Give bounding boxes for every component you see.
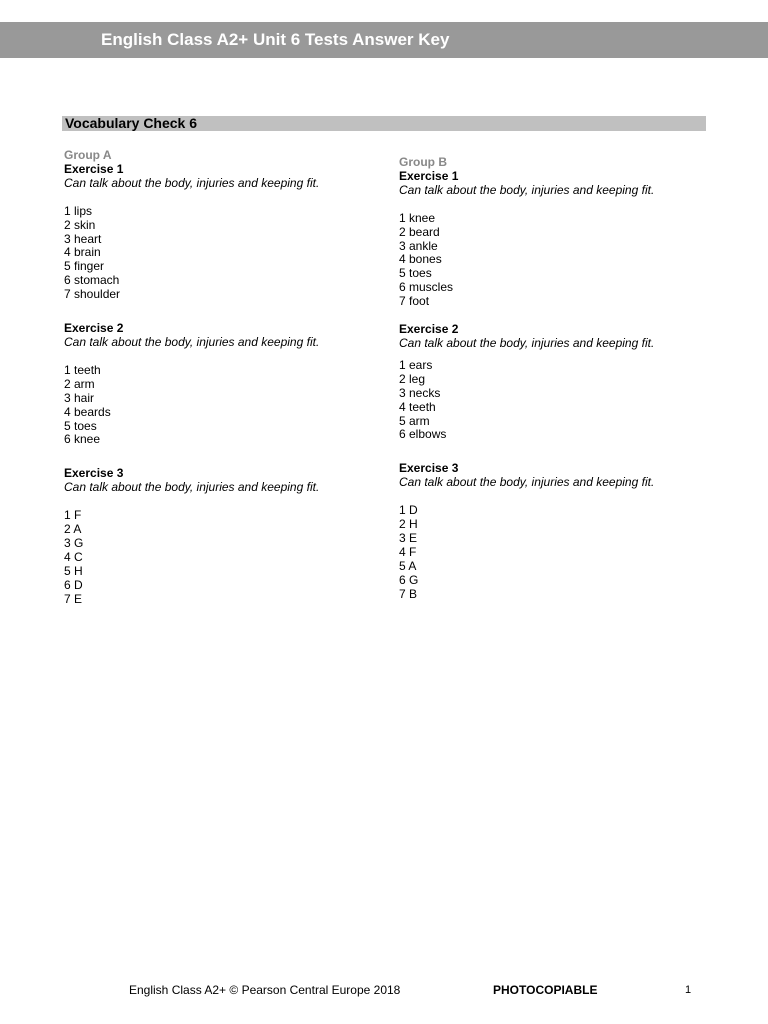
answer-item: 2 leg: [399, 371, 426, 386]
exercise-description: Can talk about the body, injuries and keeping fit.: [399, 182, 655, 197]
answer-list: [64, 509, 384, 606]
answer-item: 1 knee: [399, 210, 436, 225]
answer-item: 1 D: [399, 503, 418, 518]
answer-item: 7 foot: [399, 294, 430, 309]
answer-item: 5 toes: [64, 418, 97, 433]
answer-item: 4 F: [399, 544, 417, 559]
answer-item: 1 teeth: [64, 362, 101, 377]
answer-item: 2 H: [399, 517, 418, 532]
group-b-label: Group B: [399, 155, 447, 169]
section-title: Vocabulary Check 6: [65, 115, 198, 131]
group-a-column: [64, 149, 384, 606]
section-bar: [62, 116, 706, 131]
answer-item: 1 lips: [64, 203, 93, 218]
answer-item: 6 knee: [64, 432, 101, 447]
answer-item: 5 finger: [64, 259, 105, 274]
answer-item: 6 stomach: [64, 273, 120, 288]
answer-item: 2 skin: [64, 217, 96, 232]
group-a-exercise-2: [64, 322, 384, 447]
exercise-description: Can talk about the body, injuries and keeping fit.: [64, 334, 320, 349]
header-bar: [0, 22, 768, 58]
answer-item: 6 muscles: [399, 280, 454, 295]
exercise-title: Exercise 2: [64, 321, 124, 336]
exercise-title: Exercise 3: [399, 461, 459, 476]
answer-item: 4 teeth: [399, 399, 436, 414]
answer-item: 3 heart: [64, 231, 102, 246]
answer-item: 7 shoulder: [64, 287, 121, 302]
group-b-exercise-2: [399, 323, 719, 442]
page-title: English Class A2+ Unit 6 Tests Answer Key: [101, 30, 450, 49]
answer-list: [399, 504, 719, 601]
answer-item: 6 G: [399, 572, 419, 587]
answer-item: 4 C: [64, 549, 83, 564]
exercise-title: Exercise 1: [399, 168, 459, 183]
answer-item: 3 hair: [64, 390, 95, 405]
exercise-description: Can talk about the body, injuries and keeping fit.: [64, 175, 320, 190]
answer-list: [399, 359, 719, 442]
answer-item: 1 F: [64, 508, 82, 523]
answer-item: 6 D: [64, 577, 83, 592]
exercise-title: Exercise 2: [399, 322, 459, 337]
exercise-description: Can talk about the body, injuries and keeping fit.: [64, 480, 320, 495]
answer-item: 5 arm: [399, 413, 430, 428]
answer-item: 5 toes: [399, 266, 432, 281]
answer-list: [64, 364, 384, 447]
answer-item: 3 E: [399, 530, 418, 545]
answer-item: 5 H: [64, 563, 83, 578]
answer-item: 3 ankle: [399, 238, 438, 253]
group-a-exercise-3: [64, 467, 384, 606]
page-number: 1: [685, 984, 692, 996]
answer-item: 4 bones: [399, 252, 442, 267]
group-a-exercise-1: [64, 163, 384, 302]
answer-item: 4 beards: [64, 404, 111, 419]
exercise-description: Can talk about the body, injuries and keeping fit.: [399, 475, 655, 490]
footer-copyright: English Class A2+ © Pearson Central Europe 2018: [129, 983, 401, 997]
group-b-column: [399, 156, 719, 601]
answer-item: 7 E: [64, 591, 83, 606]
answer-item: 4 brain: [64, 245, 101, 260]
group-b-exercise-1: [399, 170, 719, 309]
answer-item: 1 ears: [399, 357, 433, 372]
group-b-exercise-3: [399, 462, 719, 601]
answer-item: 2 beard: [399, 224, 440, 239]
answer-item: 3 G: [64, 535, 84, 550]
answer-item: 3 necks: [399, 385, 441, 400]
answer-list: [64, 205, 384, 302]
answer-item: 7 B: [399, 586, 418, 601]
answer-item: 2 arm: [64, 376, 95, 391]
exercise-title: Exercise 3: [64, 466, 124, 481]
answer-item: 2 A: [64, 522, 82, 537]
answer-item: 6 elbows: [399, 427, 447, 442]
answer-list: [399, 212, 719, 309]
answer-item: 5 A: [399, 558, 417, 573]
exercise-title: Exercise 1: [64, 161, 124, 176]
group-a-label: Group A: [64, 148, 112, 162]
exercise-description: Can talk about the body, injuries and keeping fit.: [399, 335, 655, 350]
footer-photocopiable: PHOTOCOPIABLE: [493, 983, 598, 997]
